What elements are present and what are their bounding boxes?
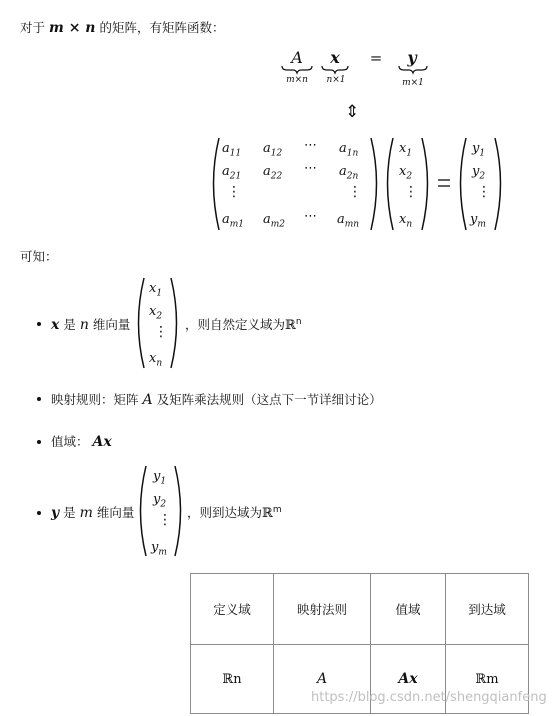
matrix-a1n: $a_{1n}$	[339, 141, 359, 159]
xvec-x1: $x_1$	[399, 141, 413, 159]
table-header-row	[191, 574, 529, 645]
matrix-am2: $a_{m2}$	[263, 212, 286, 230]
b1-sup: n	[295, 316, 302, 327]
b4-sup: m	[272, 504, 282, 515]
b2-A: A	[142, 392, 153, 408]
table-cell-rn-value: ℝn	[222, 671, 242, 687]
matrix-am1: $a_{m1}$	[222, 212, 245, 230]
intro-prefix: 对于	[20, 20, 46, 35]
b1-tail: ，则自然定义域为	[185, 317, 286, 332]
b2-tail: 及矩阵乘法规则（这点下一节详细讨论）	[156, 392, 382, 407]
b4vec-y2: $y_2$	[153, 492, 167, 510]
yvec-vdots: ⋮	[477, 184, 491, 200]
b3-text: 值域：	[51, 434, 89, 449]
matrix-a21: $a_{21}$	[222, 164, 242, 182]
table-header-cell: 定义域	[191, 574, 274, 645]
matrix-vdots: ⋮	[348, 184, 362, 200]
b1-var: x	[51, 317, 60, 333]
b1vec-vdots: ⋮	[154, 324, 168, 340]
table-cell-rm-value: ℝm	[475, 671, 499, 687]
eq-equals-symbol: =	[369, 49, 383, 67]
matrix-a2n: $a_{2n}$	[339, 164, 359, 182]
b4-set: ℝ	[262, 506, 273, 521]
b4-mid: 是	[63, 505, 76, 520]
b4-m: m	[79, 505, 93, 521]
matrix-cdots: ⋯	[304, 161, 317, 176]
intro-mxn: m × n	[49, 20, 96, 36]
b4vec-vdots: ⋮	[158, 512, 172, 528]
table-header-cell: 值域	[371, 574, 446, 645]
watermark-text: https://blog.csdn.net/shengqianfeng	[311, 690, 547, 705]
matrix-vdots: ⋮	[227, 184, 241, 200]
b1-text: 维向量	[92, 317, 131, 332]
yvec-y2: $y_2$	[472, 164, 486, 182]
b4vec-ym: $y_m$	[151, 540, 167, 558]
bullet-4-tail	[187, 503, 282, 521]
matrix-amn: $a_{mn}$	[337, 212, 360, 230]
eq-A-symbol: A	[291, 48, 303, 67]
table-cell-rn	[191, 645, 274, 714]
yvec-y1: $y_1$	[472, 141, 486, 159]
b1vec-x2: $x_2$	[149, 304, 163, 322]
yvec-ym: $y_m$	[470, 212, 486, 230]
b2-text: 映射规则：矩阵	[51, 392, 139, 407]
b1-n: n	[79, 317, 89, 333]
eq-A-subscript: m×n	[286, 75, 308, 85]
eq-x-symbol: x	[330, 48, 340, 67]
b1vec-x1: $x_1$	[149, 281, 163, 299]
matrix-cdots: ⋯	[304, 209, 317, 224]
table-cell-A-value: A	[316, 671, 328, 687]
eq-x-subscript: n×1	[326, 75, 346, 85]
updown-arrow-icon: ⇕	[345, 102, 360, 122]
matrix-a11: $a_{11}$	[222, 141, 242, 159]
b1-set: ℝ	[285, 318, 296, 333]
xvec-xn: $x_n$	[399, 212, 413, 230]
b4-text: 维向量	[96, 505, 135, 520]
b4vec-y1: $y_1$	[153, 469, 167, 487]
intro-suffix: 的矩阵，有矩阵函数：	[99, 20, 225, 35]
kezhi-label: 可知：	[20, 249, 58, 264]
table-header-cell: 映射法则	[274, 574, 371, 645]
b4-var: y	[51, 505, 60, 521]
xvec-vdots: ⋮	[404, 184, 418, 200]
eq-y-subscript: m×1	[402, 78, 424, 88]
matrix-a12: $a_{12}$	[263, 141, 283, 159]
b4-tail: ，则到达域为	[187, 505, 263, 520]
matrix-cdots: ⋯	[304, 138, 317, 153]
b1-mid: 是	[63, 317, 76, 332]
b3-val: Ax	[92, 434, 112, 450]
eq-y-symbol: y	[407, 48, 417, 67]
table-header-cell: 到达域	[446, 574, 529, 645]
b1vec-xn: $x_n$	[149, 351, 163, 369]
xvec-x2: $x_2$	[399, 164, 413, 182]
matrix-a22: $a_{22}$	[263, 164, 283, 182]
table-cell-Ax-value: Ax	[398, 671, 418, 687]
